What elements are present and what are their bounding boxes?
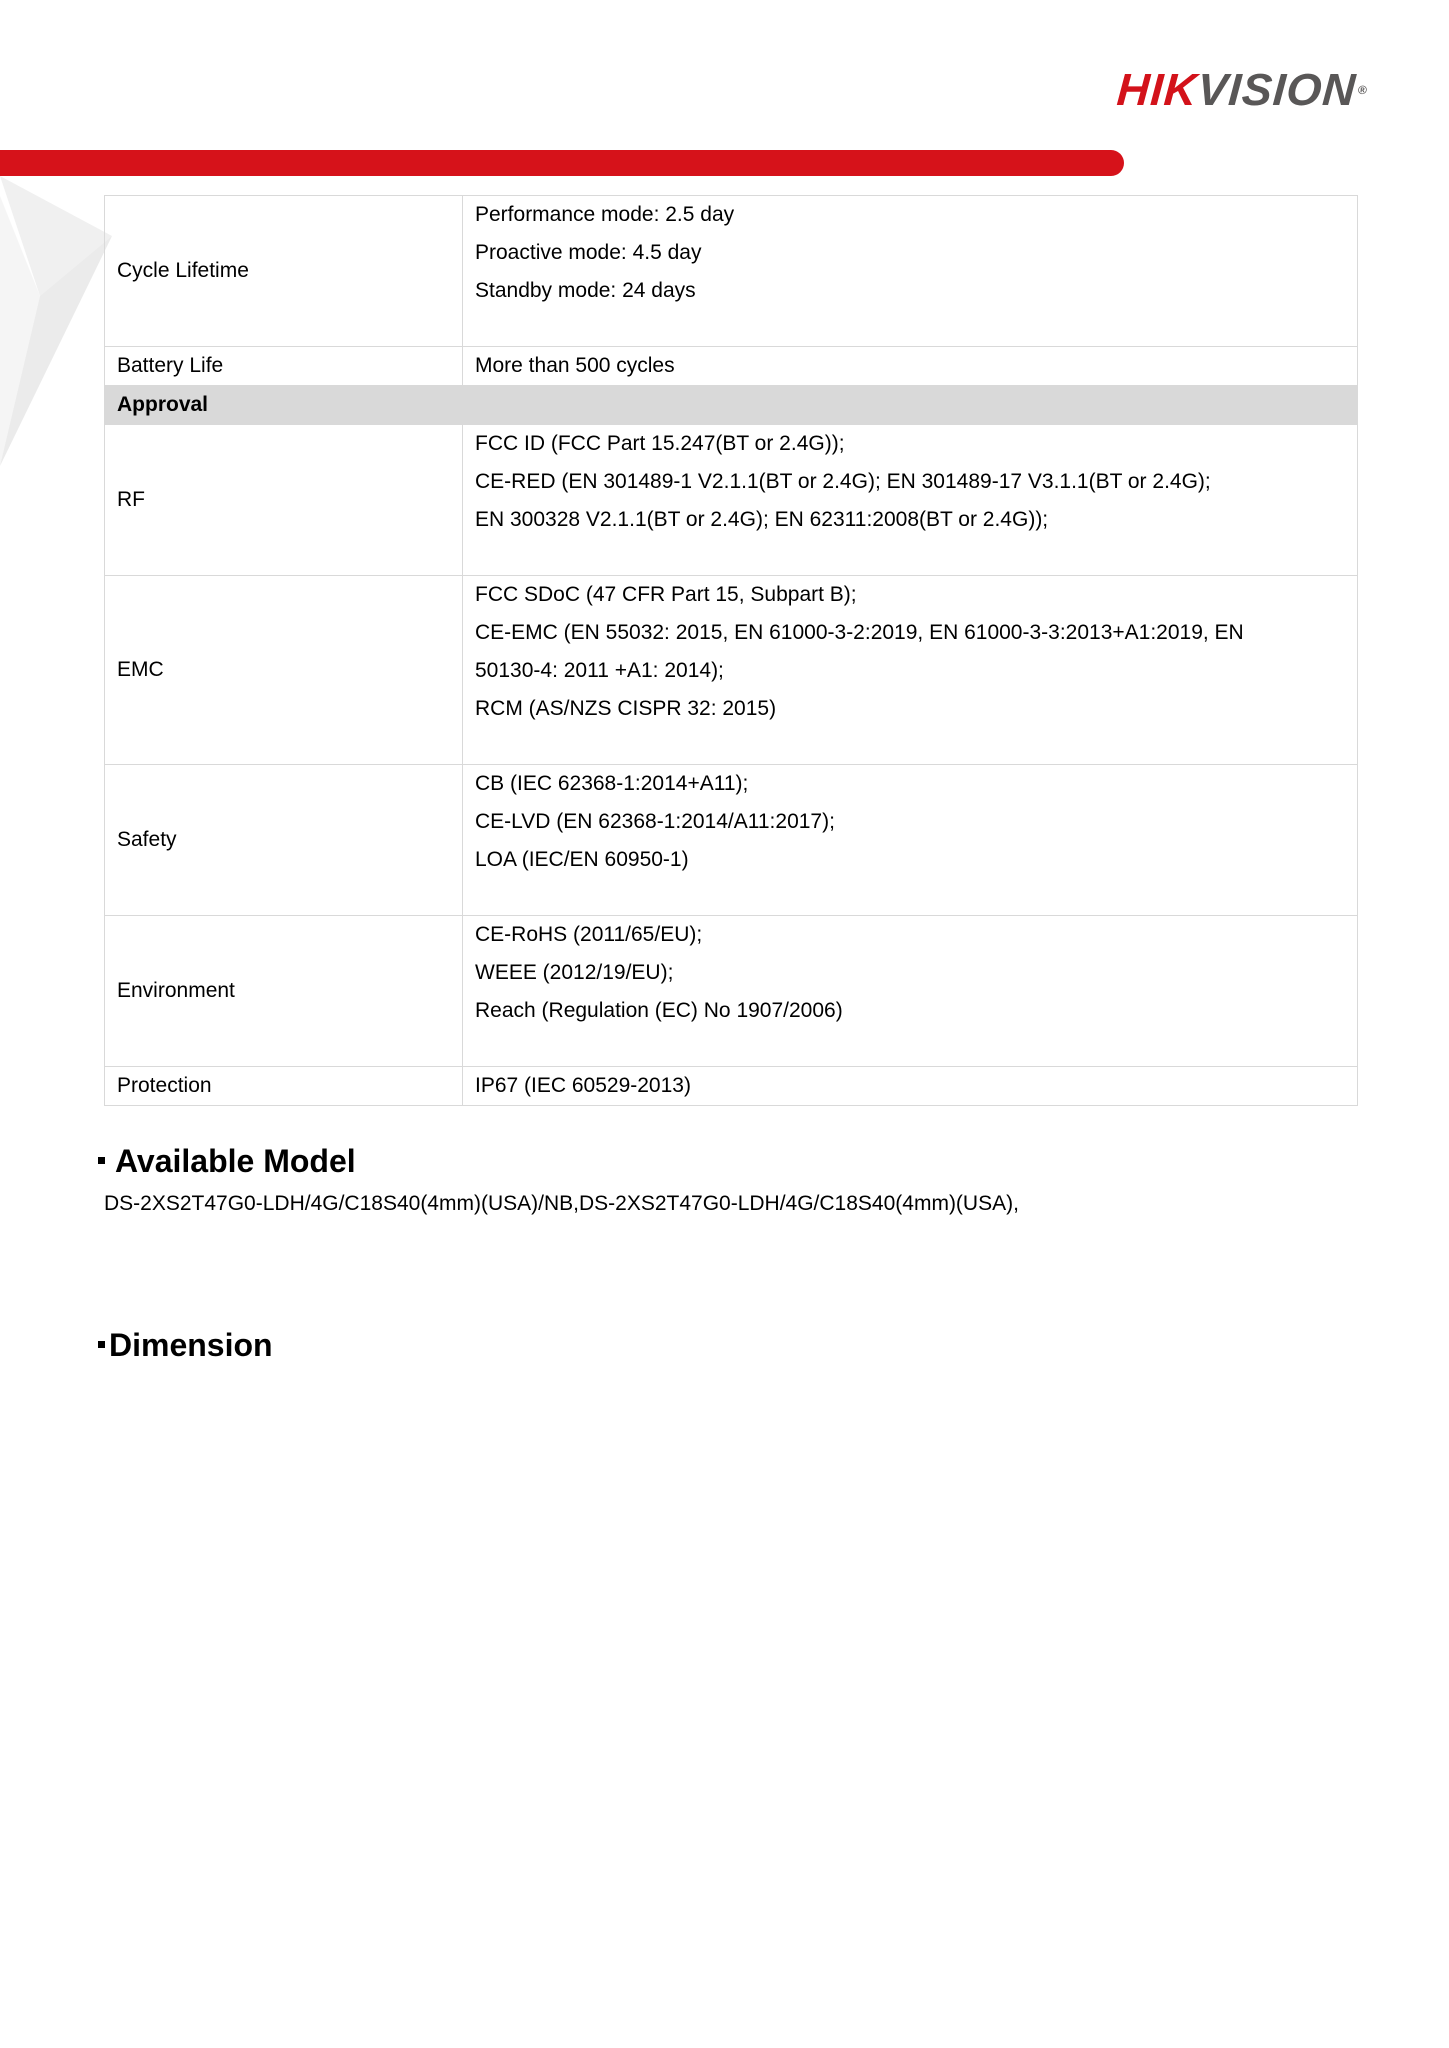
spec-table (104, 195, 1358, 1106)
row-label: EMC (105, 576, 463, 765)
value-line: EN 300328 V2.1.1(BT or 2.4G); EN 62311:2008(BT or 2.4G)); (475, 508, 1049, 531)
table-row (105, 425, 1358, 576)
value-line: FCC ID (FCC Part 15.247(BT or 2.4G)); (475, 432, 845, 455)
value-line: More than 500 cycles (475, 354, 675, 377)
value-line: CE-EMC (EN 55032: 2015, EN 61000-3-2:2019, EN 61000-3-3:2013+A1:2019, EN (475, 621, 1244, 644)
bullet-icon (98, 1157, 105, 1164)
row-label: Environment (105, 916, 463, 1067)
value-line: CE-RoHS (2011/65/EU); (475, 923, 703, 946)
value-line: CE-LVD (EN 62368-1:2014/A11:2017); (475, 810, 835, 833)
row-label: Protection (105, 1067, 463, 1106)
table-row (105, 196, 1358, 347)
section-header-row (105, 386, 1358, 425)
row-label: RF (105, 425, 463, 576)
row-value (463, 576, 1358, 765)
watermark-graphic (0, 176, 112, 476)
value-line: LOA (IEC/EN 60950-1) (475, 848, 689, 871)
bullet-icon (98, 1341, 105, 1348)
table-row (105, 347, 1358, 386)
value-line: RCM (AS/NZS CISPR 32: 2015) (475, 697, 777, 720)
value-line: IP67 (IEC 60529-2013) (475, 1074, 691, 1097)
table-row (105, 576, 1358, 765)
value-line: Reach (Regulation (EC) No 1907/2006) (475, 999, 843, 1022)
row-label: Cycle Lifetime (105, 196, 463, 347)
row-value (463, 347, 1358, 386)
value-line: Performance mode: 2.5 day (475, 203, 735, 226)
value-line: Proactive mode: 4.5 day (475, 241, 702, 264)
value-line: FCC SDoC (47 CFR Part 15, Subpart B); (475, 583, 857, 606)
row-value (463, 765, 1358, 916)
row-label: Battery Life (105, 347, 463, 386)
value-line: 50130-4: 2011 +A1: 2014); (475, 659, 724, 682)
table-row (105, 916, 1358, 1067)
table-row (105, 765, 1358, 916)
value-line: CB (IEC 62368-1:2014+A11); (475, 772, 749, 795)
row-label: Safety (105, 765, 463, 916)
table-row (105, 1067, 1358, 1106)
model-list: DS-2XS2T47G0-LDH/4G/C18S40(4mm)(USA)/NB,DS-2XS2T47G0-LDH/4G/C18S40(4mm)(USA), (104, 1192, 1019, 1215)
section-title: Approval (105, 386, 1358, 425)
row-value (463, 196, 1358, 347)
value-line: WEEE (2012/19/EU); (475, 961, 674, 984)
row-value (463, 1067, 1358, 1106)
value-line: Standby mode: 24 days (475, 279, 696, 302)
header-red-bar (0, 150, 1124, 176)
row-value (463, 425, 1358, 576)
available-model-heading: Available Model (98, 1142, 356, 1180)
dimension-heading: Dimension (98, 1326, 273, 1364)
hikvision-logo: HIKVISION® (1115, 64, 1369, 115)
row-value (463, 916, 1358, 1067)
value-line: CE-RED (EN 301489-1 V2.1.1(BT or 2.4G); EN 301489-17 V3.1.1(BT or 2.4G); (475, 470, 1211, 493)
